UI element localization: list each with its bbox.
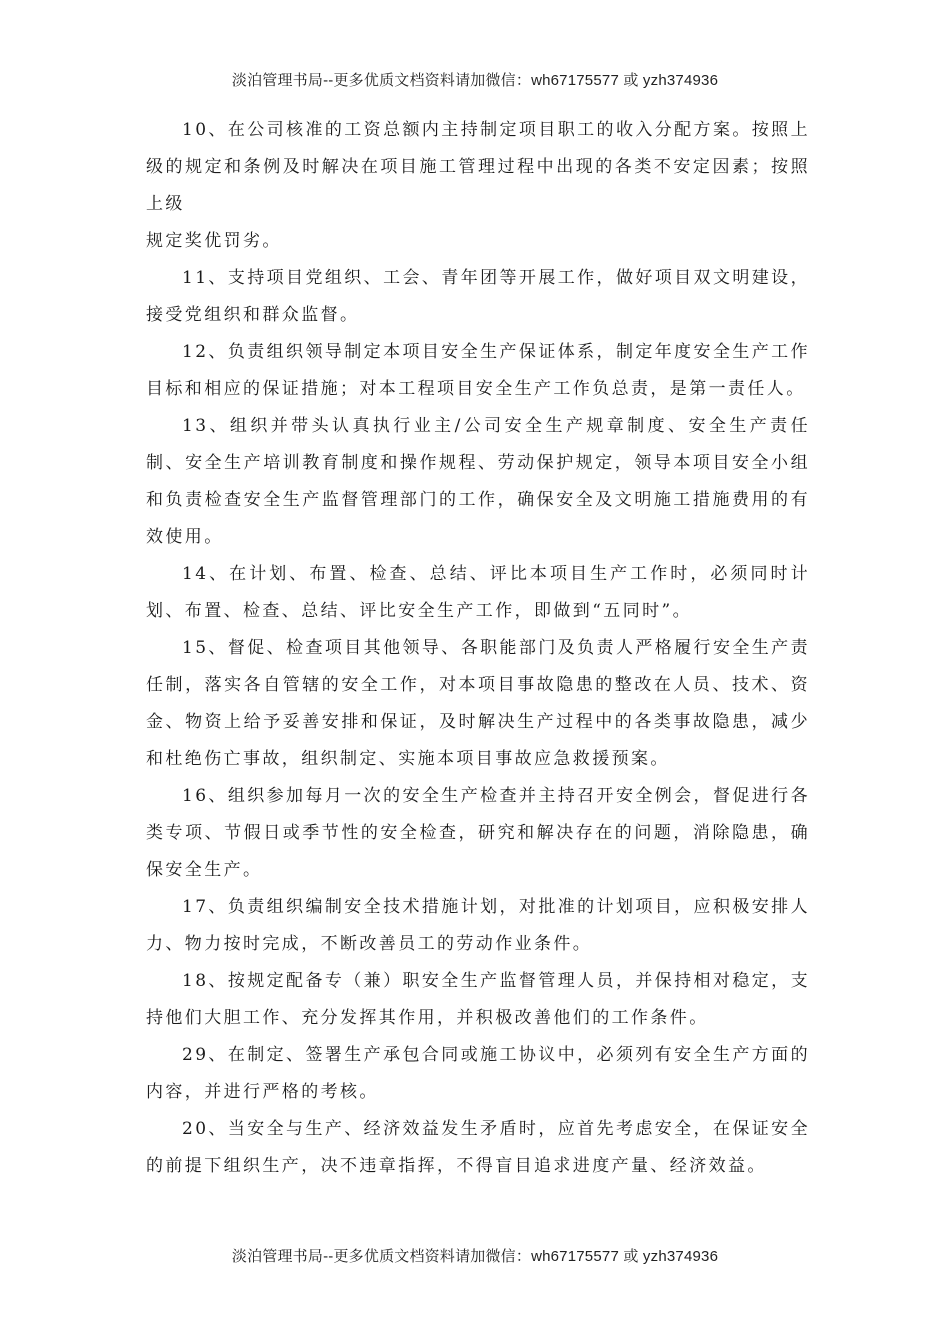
body-text: [146, 112, 810, 1185]
paragraph-12: 12、负责组织领导制定本项目安全生产保证体系，制定年度安全生产工作目标和相应的保证措施；对本工程项目安全生产工作负总责，是第一责任人。: [146, 342, 810, 399]
paragraph-15: 15、督促、检查项目其他领导、各职能部门及负责人严格履行安全生产责任制，落实各自管辖的安全工作，对本项目事故隐患的整改在人员、技术、资金、物资上给予妥善安排和保证，及时解决生产过程中的各类事故隐患，减少和杜绝伤亡事故，组织制定、实施本项目事故应急救援预案。: [146, 638, 810, 769]
page-footer: 淡泊管理书局--更多优质文档资料请加微信：wh67175577 或 yzh374936: [231, 1248, 719, 1265]
paragraph-10: 10、在公司核准的工资总额内主持制定项目职工的收入分配方案。按照上级的规定和条例及时解决在项目施工管理过程中出现的各类不安定因素；按照上级: [146, 120, 810, 214]
paragraph-10-continuation: 规定奖优罚劣。: [146, 231, 282, 251]
paragraph-14: 14、在计划、布置、检查、总结、评比本项目生产工作时，必须同时计划、布置、检查、总结、评比安全生产工作，即做到“五同时”。: [146, 564, 810, 621]
paragraph-29: 29、在制定、签署生产承包合同或施工协议中，必须列有安全生产方面的内容，并进行严格的考核。: [146, 1045, 810, 1102]
paragraph-20: 20、当安全与生产、经济效益发生矛盾时，应首先考虑安全，在保证安全的前提下组织生产，决不违章指挥，不得盲目追求进度产量、经济效益。: [146, 1119, 810, 1176]
paragraph-16: 16、组织参加每月一次的安全生产检查并主持召开安全例会，督促进行各类专项、节假日或季节性的安全检查，研究和解决存在的问题，消除隐患，确保安全生产。: [146, 786, 810, 880]
paragraph-11: 11、支持项目党组织、工会、青年团等开展工作，做好项目双文明建设，接受党组织和群众监督。: [146, 268, 810, 325]
page-header: 淡泊管理书局--更多优质文档资料请加微信：wh67175577 或 yzh374936: [231, 72, 719, 89]
paragraph-18: 18、按规定配备专（兼）职安全生产监督管理人员，并保持相对稳定，支持他们大胆工作、充分发挥其作用，并积极改善他们的工作条件。: [146, 971, 810, 1028]
paragraph-13: 13、组织并带头认真执行业主/公司安全生产规章制度、安全生产责任制、安全生产培训教育制度和操作规程、劳动保护规定，领导本项目安全小组和负责检查安全生产监督管理部门的工作，确保安全及文明施工措施费用的有效使用。: [146, 416, 810, 547]
paragraph-17: 17、负责组织编制安全技术措施计划，对批准的计划项目，应积极安排人力、物力按时完成，不断改善员工的劳动作业条件。: [146, 897, 810, 954]
